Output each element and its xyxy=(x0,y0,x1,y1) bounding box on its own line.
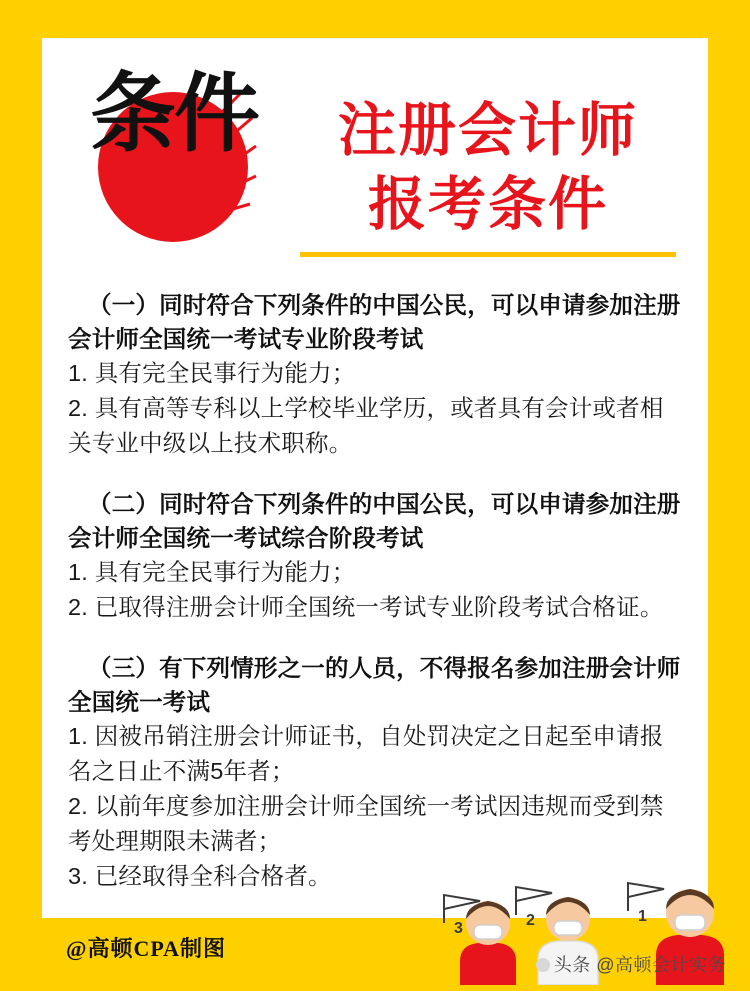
stamp-text: 条件 xyxy=(90,66,258,162)
section-1-heading: （一）同时符合下列条件的中国公民，可以申请参加注册会计师全国统一考试专业阶段考试 xyxy=(68,292,681,352)
poster-title xyxy=(282,94,694,257)
section-2 xyxy=(68,487,686,625)
svg-text:1: 1 xyxy=(638,908,647,925)
section-2-item-2: 2. 已取得注册会计师全国统一考试专业阶段考试合格证。 xyxy=(68,594,664,620)
credit-text: @高顿CPA制图 xyxy=(66,936,227,961)
title-underline xyxy=(300,252,676,257)
poster-body xyxy=(42,288,708,894)
stamp-graphic xyxy=(90,66,258,234)
section-3-heading: （三）有下列情形之一的人员，不得报名参加注册会计师全国统一考试 xyxy=(68,655,681,715)
section-2-item-1: 1. 具有完全民事行为能力； xyxy=(68,559,356,585)
svg-text:2: 2 xyxy=(526,912,535,929)
section-1-item-2: 2. 具有高等专科以上学校毕业学历，或者具有会计或者相关专业中级以上技术职称。 xyxy=(68,395,664,456)
title-line-2: 报考条件 xyxy=(367,172,608,237)
poster-card xyxy=(42,38,708,918)
section-2-heading: （二）同时符合下列条件的中国公民，可以申请参加注册会计师全国统一考试综合阶段考试 xyxy=(68,491,681,551)
section-3-item-3: 3. 已经取得全科合格者。 xyxy=(68,863,332,889)
watermark-logo-icon xyxy=(536,958,550,972)
section-1 xyxy=(68,288,686,461)
section-3-item-2: 2. 以前年度参加注册会计师全国统一考试因违规而受到禁考处理期限未满者； xyxy=(68,793,664,854)
watermark-label: 头条 @高顿会计实务 xyxy=(553,955,726,975)
title-line-1: 注册会计师 xyxy=(337,98,638,163)
watermark-text xyxy=(536,951,726,977)
section-1-item-1: 1. 具有完全民事行为能力； xyxy=(68,360,356,386)
poster-header xyxy=(42,38,708,288)
section-3 xyxy=(68,651,686,894)
section-3-item-1: 1. 因被吊销注册会计师证书，自处罚决定之日起至申请报名之日止不满5年者； xyxy=(68,723,664,784)
svg-text:3: 3 xyxy=(454,920,463,937)
